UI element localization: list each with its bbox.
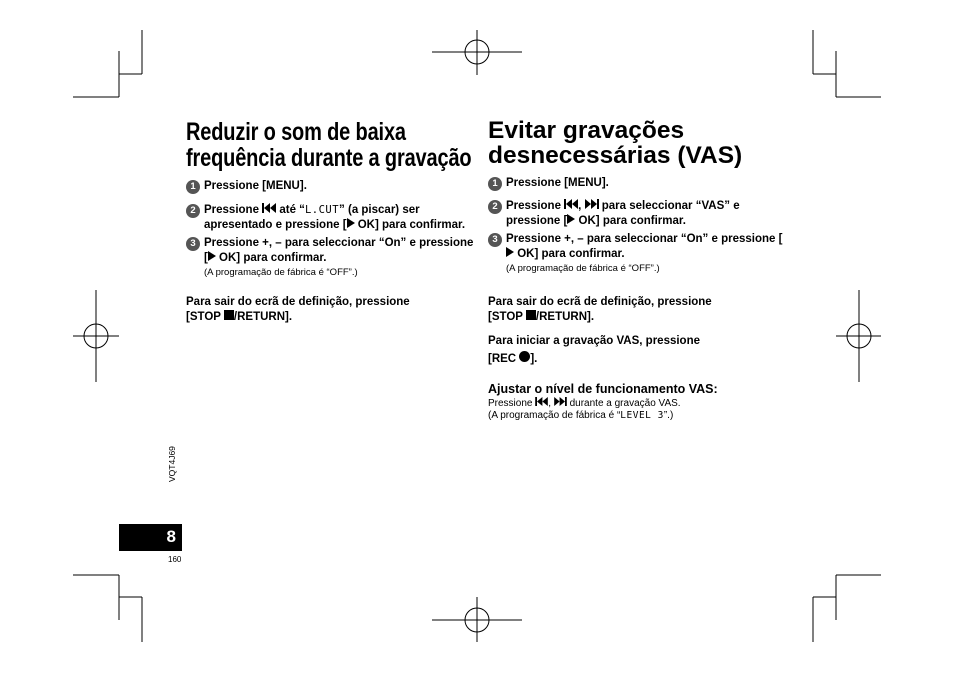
step-text: Pressione +, – para seleccionar “On” e pressione [ [506,232,783,245]
level-text: Pressione [488,397,536,409]
exit-text: /RETURN]. [535,311,595,323]
start-text: [REC [488,353,520,365]
title-line: Reduzir o som de baixa [186,118,406,146]
start-text: Para iniciar a gravação VAS, pressione [488,334,701,347]
step-text: ” (a piscar) ser apresentado e pressione [ [204,203,420,231]
exit-instruction [186,295,476,326]
step-number: 3 [186,237,200,251]
exit-text: Para sair do ecrã de definição, pressione [488,295,712,308]
step-text: Pressione [506,199,565,212]
stop-icon [526,310,536,320]
start-text: ]. [530,353,538,365]
skip-back-icon [564,199,578,209]
factory-default-note: (A programação de fábrica é “OFF”.) [506,262,660,274]
record-icon [519,351,530,362]
stop-icon [224,310,234,320]
title-line: Evitar gravações [488,117,685,144]
step-1 [186,179,476,195]
factory-default-note: (A programação de fábrica é “OFF”.) [204,266,358,278]
step-number: 2 [186,204,200,218]
exit-text: /RETURN]. [233,311,293,323]
exit-text: [STOP [186,311,224,323]
step-text: OK] para confirmar. [354,219,466,231]
skip-back-icon [262,203,276,213]
step-2 [488,199,788,230]
vas-level-instruction [488,397,788,410]
exit-instruction [488,295,788,326]
step-number: 3 [488,233,502,247]
exit-text: [STOP [488,311,526,323]
step-2 [186,203,476,234]
play-icon [506,247,514,257]
step-number: 1 [488,177,502,191]
step-text: Pressione [204,203,263,216]
low-frequency-section [186,117,476,326]
level-note-text: (A programação de fábrica é “ [488,409,621,421]
level-text: , [548,397,554,409]
level-text: durante a gravação VAS. [566,397,681,409]
step-text: , [578,199,585,212]
display-readout: L.CUT [304,203,340,216]
title-line: frequência durante a gravação [186,144,472,172]
display-readout: LEVEL 3 [620,409,664,421]
step-text: [MENU]. [262,180,307,192]
page-number: 8 [166,527,176,546]
play-icon [208,251,216,261]
step-text: para seleccionar “VAS” e pressione [ [506,199,740,227]
step-text: Pressione [204,180,263,192]
skip-forward-icon [585,199,599,209]
level-note-text: ”.) [663,409,674,421]
step-text: OK] para confirmar. [514,248,625,260]
section-title [488,118,788,168]
step-number: 2 [488,200,502,214]
step-text: Pressione [MENU]. [506,177,609,189]
vas-level-default-note [488,410,788,422]
page-number-tab [119,524,182,551]
step-3 [488,232,788,275]
skip-back-icon [535,397,548,406]
section-title [186,119,474,171]
skip-forward-icon [554,397,567,406]
document-code: VQT4J69 [167,446,177,482]
title-line: desnecessárias (VAS) [488,142,743,169]
step-number: 1 [186,180,200,194]
play-icon [347,218,355,228]
vas-section [488,117,788,422]
step-text: até “ [276,203,305,216]
page-total: 160 [168,555,182,564]
step-text: OK] para confirmar. [215,252,327,264]
step-text: OK] para confirmar. [575,215,686,227]
vas-level-heading: Ajustar o nível de funcionamento VAS: [488,381,718,396]
start-vas-instruction [488,334,788,368]
step-text: Pressione +, – para seleccionar “On” e pressione [ [204,236,474,264]
step-3 [186,236,476,279]
exit-text: Para sair do ecrã de definição, pressione [186,295,410,308]
step-1 [488,176,788,192]
